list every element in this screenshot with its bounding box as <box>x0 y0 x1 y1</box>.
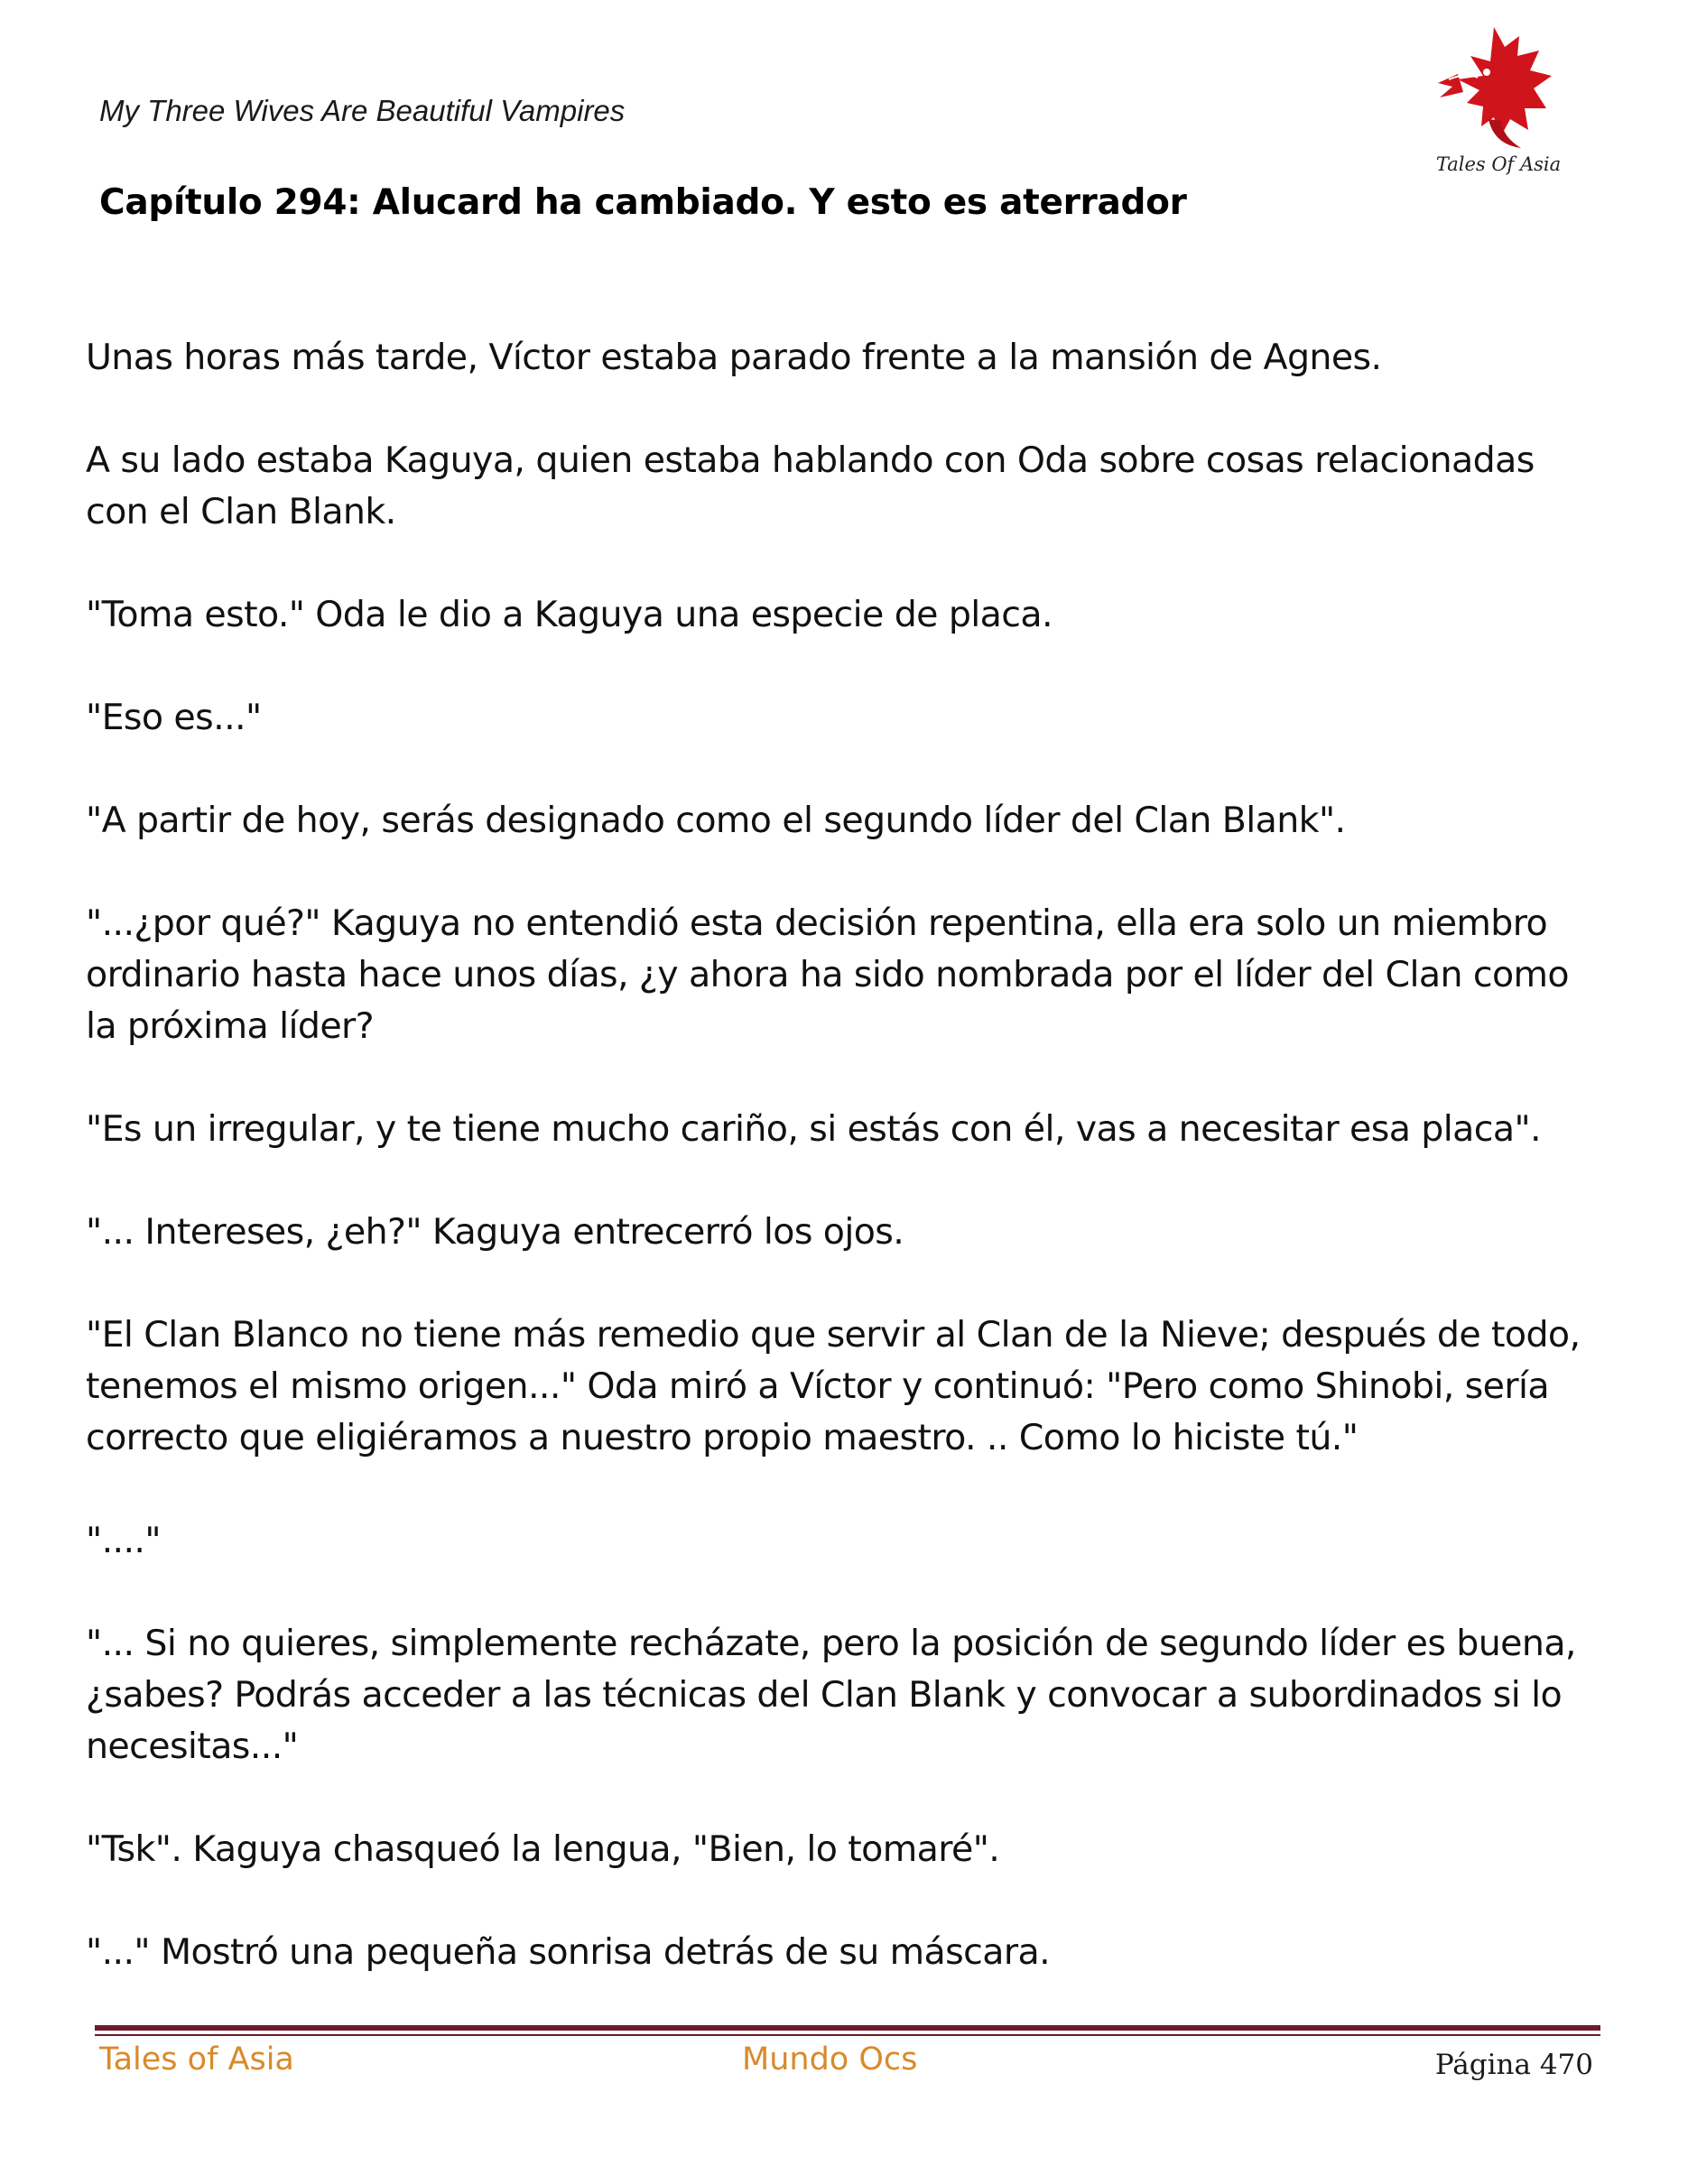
paragraph: "..." Mostró una pequeña sonrisa detrás de su máscara. <box>86 1931 1051 1973</box>
paragraph: "Toma esto." Oda le dio a Kaguya una especie de placa. <box>86 594 1053 635</box>
paragraph: Unas horas más tarde, Víctor estaba parado frente a la mansión de Agnes. <box>86 337 1382 378</box>
paragraph: "A partir de hoy, serás designado como el segundo líder del Clan Blank". <box>86 800 1346 841</box>
book-title: My Three Wives Are Beautiful Vampires <box>99 94 626 127</box>
logo-text: Tales Of Asia <box>1435 153 1562 175</box>
red-dragon-icon <box>1431 20 1566 164</box>
chapter-title: Capítulo 294: Alucard ha cambiado. Y esto es aterrador <box>99 182 1187 223</box>
footer-divider <box>95 2025 1600 2031</box>
footer-divider-thin <box>95 2034 1600 2036</box>
paragraph: "Tsk". Kaguya chasqueó la lengua, "Bien, lo tomaré". <box>86 1828 1000 1870</box>
page-number: Página 470 <box>1434 2049 1593 2081</box>
footer-group: Mundo Ocs <box>742 2041 918 2078</box>
paragraph: "...¿por qué?" Kaguya no entendió esta decisión repentina, ella era solo un miembro ordinario hasta hace unos días, ¿y ahora ha sido nombrada por el líder del Clan como la próxima líder? <box>86 902 1569 1047</box>
paragraph: "Eso es..." <box>86 697 262 738</box>
publisher-logo <box>1431 20 1566 182</box>
paragraph: "... Intereses, ¿eh?" Kaguya entrecerró los ojos. <box>86 1211 904 1253</box>
paragraph: A su lado estaba Kaguya, quien estaba hablando con Oda sobre cosas relacionadas con el Clan Blank. <box>86 440 1535 532</box>
paragraph: "Es un irregular, y te tiene mucho cariño, si estás con él, vas a necesitar esa placa". <box>86 1108 1541 1150</box>
paragraph: "...." <box>86 1520 161 1561</box>
chapter-body <box>86 332 1602 2030</box>
footer-publisher: Tales of Asia <box>99 2041 294 2078</box>
paragraph: "El Clan Blanco no tiene más remedio que servir al Clan de la Nieve; después de todo, tenemos el mismo origen..." Oda miró a Víctor y continuó: "Pero como Shinobi, sería correcto que eligiéramos a nuestro propio maestro. .. Como lo hiciste tú." <box>86 1314 1581 1458</box>
paragraph: "... Si no quieres, simplemente recházate, pero la posición de segundo líder es buena, ¿sabes? Podrás acceder a las técnicas del Clan Blank y convocar a subordinados si lo necesitas..." <box>86 1623 1576 1767</box>
